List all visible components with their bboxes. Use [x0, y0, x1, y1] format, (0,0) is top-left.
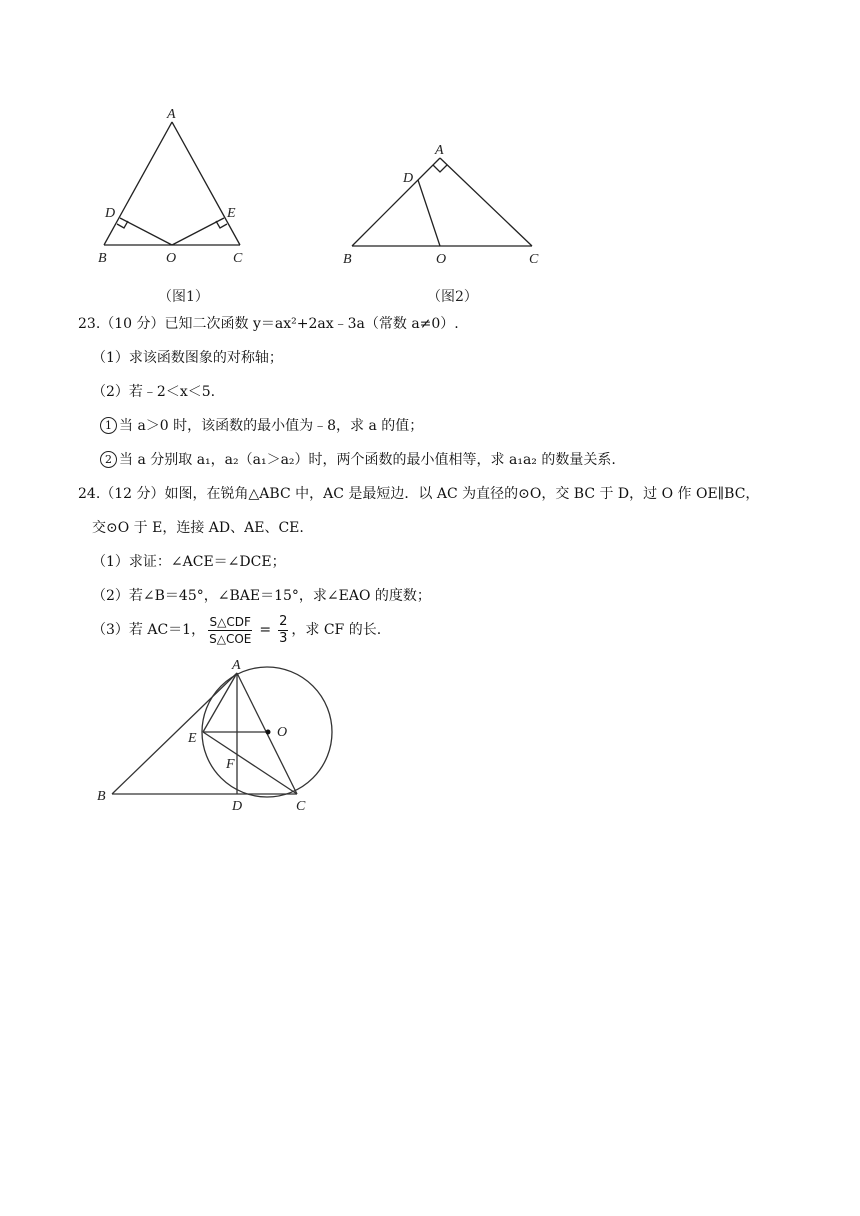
figure-1 — [90, 100, 260, 270]
q24-part3-suffix: ，求 CF 的长. — [291, 622, 382, 638]
q24-figure — [92, 655, 352, 815]
q23-stem — [78, 314, 459, 334]
label-F: F — [226, 757, 235, 772]
q24-figure-diagram — [92, 655, 352, 815]
label-A: A — [435, 143, 444, 158]
label-B: B — [98, 251, 107, 266]
label-E: E — [227, 206, 236, 221]
figure-2-diagram — [340, 138, 550, 270]
fraction-denominator: S△COE — [209, 631, 252, 646]
value-fraction — [278, 614, 288, 647]
label-E: E — [188, 731, 197, 746]
q24-part3-prefix: （3）若 AC＝1， — [92, 622, 206, 638]
figure-2-caption: （图2） — [427, 289, 478, 305]
label-C: C — [529, 252, 539, 267]
q23-part2a — [100, 416, 423, 436]
label-O: O — [166, 251, 177, 266]
fraction-numerator: S△CDF — [209, 614, 251, 629]
label-A: A — [232, 658, 241, 673]
q23-part2b — [100, 450, 616, 470]
q24-part3 — [92, 612, 381, 648]
q23-part2b-text: 当 a 分别取 a₁，a₂（a₁＞a₂）时，两个函数的最小值相等，求 a₁a₂ 的数量关系. — [119, 452, 616, 468]
fraction2-denominator: 3 — [279, 630, 288, 646]
figure-2 — [340, 138, 550, 270]
figure-1-diagram — [90, 100, 260, 270]
circled-number-1: 1 — [100, 417, 117, 434]
area-ratio-fraction — [208, 614, 252, 647]
q24-stem: 24.（12 分）如图，在锐角△ABC 中，AC 是最短边．以 AC 为直径的⊙O，交 BC 于 D，过 O 作 OE∥BC， — [78, 486, 760, 502]
q23-part2: （2）若﹣2＜x＜5. — [92, 384, 216, 400]
circled-number-2: 2 — [100, 451, 117, 468]
label-O: O — [277, 725, 288, 740]
label-C: C — [296, 799, 306, 814]
label-D: D — [403, 171, 414, 186]
label-O: O — [436, 252, 447, 267]
q23-part2a-text: 当 a＞0 时，该函数的最小值为﹣8，求 a 的值； — [119, 418, 424, 434]
label-D: D — [105, 206, 116, 221]
q23-stem-text: 23.（10 分）已知二次函数 y＝ax²+2ax﹣3a（常数 a≠0）. — [78, 316, 459, 332]
label-A: A — [167, 107, 176, 122]
equals-sign: = — [259, 622, 272, 638]
q24-stem-continued: 交⊙O 于 E，连接 AD、AE、CE. — [92, 520, 304, 536]
label-B: B — [97, 789, 106, 804]
fraction2-numerator: 2 — [279, 613, 288, 629]
label-D: D — [232, 799, 243, 814]
q24-part1: （1）求证：∠ACE＝∠DCE； — [92, 554, 286, 570]
label-B: B — [343, 252, 352, 267]
q24-part2: （2）若∠B＝45°，∠BAE＝15°，求∠EAO 的度数； — [92, 588, 431, 604]
figure-1-caption: （图1） — [158, 289, 209, 305]
label-C: C — [233, 251, 243, 266]
q23-part1: （1）求该函数图象的对称轴； — [92, 350, 283, 366]
